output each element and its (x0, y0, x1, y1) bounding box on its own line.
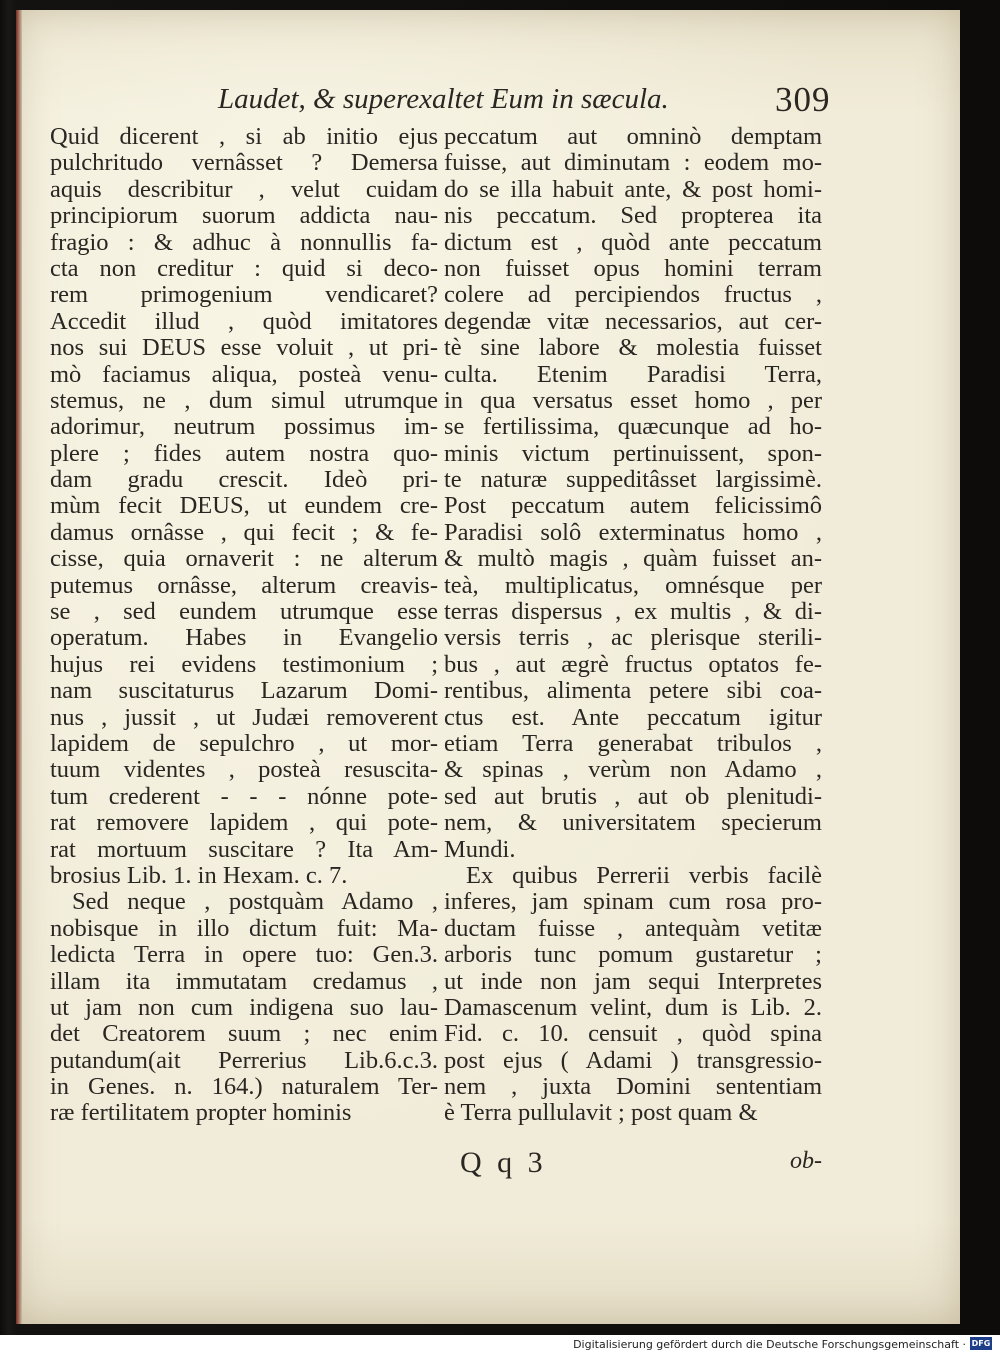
text-line: tè sine labore & molestia fuisset (444, 334, 822, 362)
text-line: Accedit illud , quòd imitatores (50, 307, 438, 335)
right-column (444, 124, 822, 1127)
left-column (50, 124, 438, 1127)
text-line: ductam fuisse , antequàm vetitæ (444, 914, 822, 942)
text-line: post ejus ( Adami ) transgressio- (444, 1046, 822, 1074)
text-line: Paradisi solô exterminatus homo , (444, 518, 822, 546)
text-line: dam gradu crescit. Ideò pri- (50, 466, 438, 494)
text-line: mò faciamus aliqua, posteà venu- (50, 360, 438, 388)
text-line: non fuisset opus homini terram (444, 254, 822, 282)
text-line: versis terris , ac plerisque sterili- (444, 624, 822, 652)
text-line: degendæ vitæ necessarios, aut cer- (444, 307, 822, 335)
text-line: terras dispersus , ex multis , & di- (444, 598, 822, 626)
text-line: Mundi. (444, 835, 516, 863)
text-line: te naturæ suppeditâsset largissimè. (444, 466, 822, 494)
text-line: ræ fertilitatem propter hominis (50, 1099, 352, 1127)
text-line: nis peccatum. Sed propterea ita (444, 202, 822, 230)
text-line: damus ornâsse , qui fecit ; & fe- (50, 518, 438, 546)
text-line: principiorum suorum addicta nau- (50, 202, 438, 230)
text-line: nem, & universitatem specierum (444, 809, 822, 837)
text-line: rentibus, alimenta petere sibi coa- (444, 677, 822, 705)
text-line: minis victum pertinuissent, spon- (444, 439, 822, 467)
text-line: colere ad percipiendos fructus , (444, 281, 822, 309)
text-line: nus , jussit , ut Judæi removerent (50, 703, 438, 731)
text-line: lapidem de sepulchro , ut mor- (50, 729, 438, 757)
text-line: nam suscitaturus Lazarum Domi- (50, 677, 438, 705)
text-line: cisse, quia ornaverit : ne alterum (50, 545, 438, 573)
text-line: cta non creditur : quid si deco- (50, 254, 438, 282)
text-line: putandum(ait Perrerius Lib.6.c.3. (50, 1046, 438, 1074)
text-line: teà, multiplicatus, omnésque per (444, 571, 822, 599)
page-number: 309 (775, 80, 831, 119)
text-line: fuisse, aut diminutam : eodem mo- (444, 149, 822, 177)
text-line: brosius Lib. 1. in Hexam. c. 7. (50, 861, 348, 889)
text-line: Quid dicerent , si ab initio ejus (50, 123, 438, 150)
text-line: Fid. c. 10. censuit , quòd spina (444, 1020, 822, 1048)
text-line: arboris tunc pomum gustaretur ; (444, 941, 822, 969)
text-line: nos sui DEUS esse voluit , ut pri- (50, 334, 438, 362)
signature-mark: Q q 3 (460, 1146, 547, 1179)
dfg-logo-icon: DFG (971, 1339, 991, 1348)
text-line: etiam Terra generabat tribulos , (444, 729, 822, 757)
text-line: è Terra pullulavit ; post quam & (444, 1099, 758, 1127)
text-line: operatum. Habes in Evangelio (50, 624, 438, 652)
text-line: aquis describitur , velut cuidam (50, 175, 438, 203)
text-line: rat removere lapidem , qui pote- (50, 809, 438, 837)
text-line: peccatum aut omninò demptam (444, 123, 822, 150)
text-line: inferes, jam spinam cum rosa pro- (444, 888, 822, 916)
text-line: tum crederent - - - nónne pote- (50, 782, 438, 810)
text-line: putemus ornâsse, alterum creavis- (50, 571, 438, 599)
footer-credit: Digitalisierung gefördert durch die Deutsche Forschungsgemeinschaft · (573, 1338, 966, 1351)
text-line: plere ; fides autem nostra quo- (50, 439, 438, 467)
text-line: & spinas , verùm non Adamo , (444, 756, 822, 784)
text-line: tuum videntes , posteà resuscita- (50, 756, 438, 784)
text-line: do se illa habuit ante, & post homi- (444, 175, 822, 203)
text-line: nem , juxta Domini sententiam (444, 1073, 822, 1101)
text-line: det Creatorem suum ; nec enim (50, 1020, 438, 1048)
text-line: pulchritudo vernâsset ? Demersa (50, 149, 438, 177)
text-line: stemus, ne , dum simul utrumque (50, 386, 438, 414)
text-line: in Genes. n. 164.) naturalem Ter- (50, 1073, 438, 1101)
text-line: ut jam non cum indigena suo lau- (50, 993, 438, 1021)
text-line: rat mortuum suscitare ? Ita Am- (50, 835, 438, 863)
text-line: fragio : & adhuc à nonnullis fa- (50, 228, 438, 256)
text-line: bus , aut ægrè fructus optatos fe- (444, 650, 822, 678)
text-line: ledicta Terra in opere tuo: Gen.3. (50, 941, 438, 969)
text-line: nobisque in illo dictum fuit: Ma- (50, 914, 438, 942)
text-line: ctus est. Ante peccatum igitur (444, 703, 822, 731)
text-line: culta. Etenim Paradisi Terra, (444, 360, 822, 388)
text-line: se , sed eundem utrumque esse (50, 598, 438, 626)
text-line: sed aut brutis , aut ob plenitudi- (444, 782, 822, 810)
text-line: Ex quibus Perrerii verbis facilè (466, 861, 822, 889)
text-line: ut inde non jam sequi Interpretes (444, 967, 822, 995)
running-head: Laudet, & superexaltet Eum in sæcula. (218, 83, 669, 115)
text-line: Sed neque , postquàm Adamo , (72, 888, 438, 916)
text-line: in qua versatus esset homo , per (444, 386, 822, 414)
text-line: dictum est , quòd ante peccatum (444, 228, 822, 256)
catchword: ob- (790, 1148, 822, 1174)
text-line: mùm fecit DEUS, ut eundem cre- (50, 492, 438, 520)
text-line: illam ita immutatam credamus , (50, 967, 438, 995)
text-line: rem primogenium vendicaret? (50, 281, 438, 309)
text-line: & multò magis , quàm fuisset an- (444, 545, 822, 573)
text-line: Damascenum velint, dum is Lib. 2. (444, 993, 822, 1021)
text-line: hujus rei evidens testimonium ; (50, 650, 438, 678)
text-line: adorimur, neutrum possimus im- (50, 413, 438, 441)
text-line: se fertilissima, quæcunque ad ho- (444, 413, 822, 441)
page-spine-edge (16, 10, 22, 1324)
text-line: Post peccatum autem felicissimô (444, 492, 822, 520)
